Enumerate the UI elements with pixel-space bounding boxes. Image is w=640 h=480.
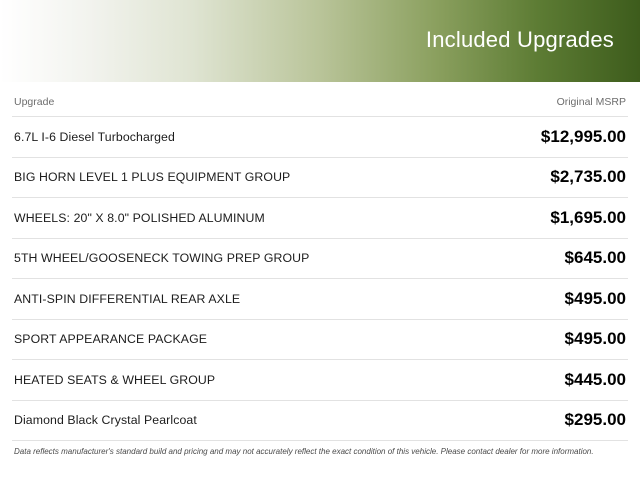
upgrade-price: $295.00 bbox=[564, 410, 626, 430]
page-header bbox=[0, 0, 640, 82]
upgrade-name: HEATED SEATS & WHEEL GROUP bbox=[14, 372, 216, 387]
table-row bbox=[12, 157, 628, 198]
upgrade-name: Diamond Black Crystal Pearlcoat bbox=[14, 413, 197, 428]
column-header-upgrade: Upgrade bbox=[14, 96, 55, 108]
upgrade-name: 5TH WHEEL/GOOSENECK TOWING PREP GROUP bbox=[14, 251, 310, 266]
table-row bbox=[12, 278, 628, 319]
table-column-headers bbox=[12, 82, 628, 116]
upgrade-price: $645.00 bbox=[564, 248, 626, 268]
table-row bbox=[12, 359, 628, 400]
page-title: Included Upgrades bbox=[425, 27, 614, 52]
table-row bbox=[12, 400, 628, 441]
upgrade-price: $495.00 bbox=[564, 288, 626, 308]
upgrade-price: $2,735.00 bbox=[550, 167, 626, 187]
table-row bbox=[12, 319, 628, 360]
upgrade-name: 6.7L I-6 Diesel Turbocharged bbox=[14, 129, 175, 144]
table-row bbox=[12, 116, 628, 157]
column-header-msrp: Original MSRP bbox=[556, 96, 626, 108]
upgrade-price: $12,995.00 bbox=[540, 126, 626, 146]
upgrade-price: $1,695.00 bbox=[550, 207, 626, 227]
upgrade-name: BIG HORN LEVEL 1 PLUS EQUIPMENT GROUP bbox=[14, 170, 291, 185]
table-row bbox=[12, 238, 628, 279]
upgrade-name: SPORT APPEARANCE PACKAGE bbox=[14, 332, 208, 347]
upgrade-price: $495.00 bbox=[564, 329, 626, 349]
upgrade-name: ANTI-SPIN DIFFERENTIAL REAR AXLE bbox=[14, 291, 241, 306]
upgrade-name: WHEELS: 20" X 8.0" POLISHED ALUMINUM bbox=[14, 210, 265, 225]
upgrade-price: $445.00 bbox=[564, 369, 626, 389]
upgrades-content bbox=[0, 82, 640, 457]
disclaimer-text: Data reflects manufacturer's standard build and pricing and may not accurately reflect the exact condition of this vehicle. Please contact dealer for more information. bbox=[12, 440, 628, 457]
table-row bbox=[12, 197, 628, 238]
